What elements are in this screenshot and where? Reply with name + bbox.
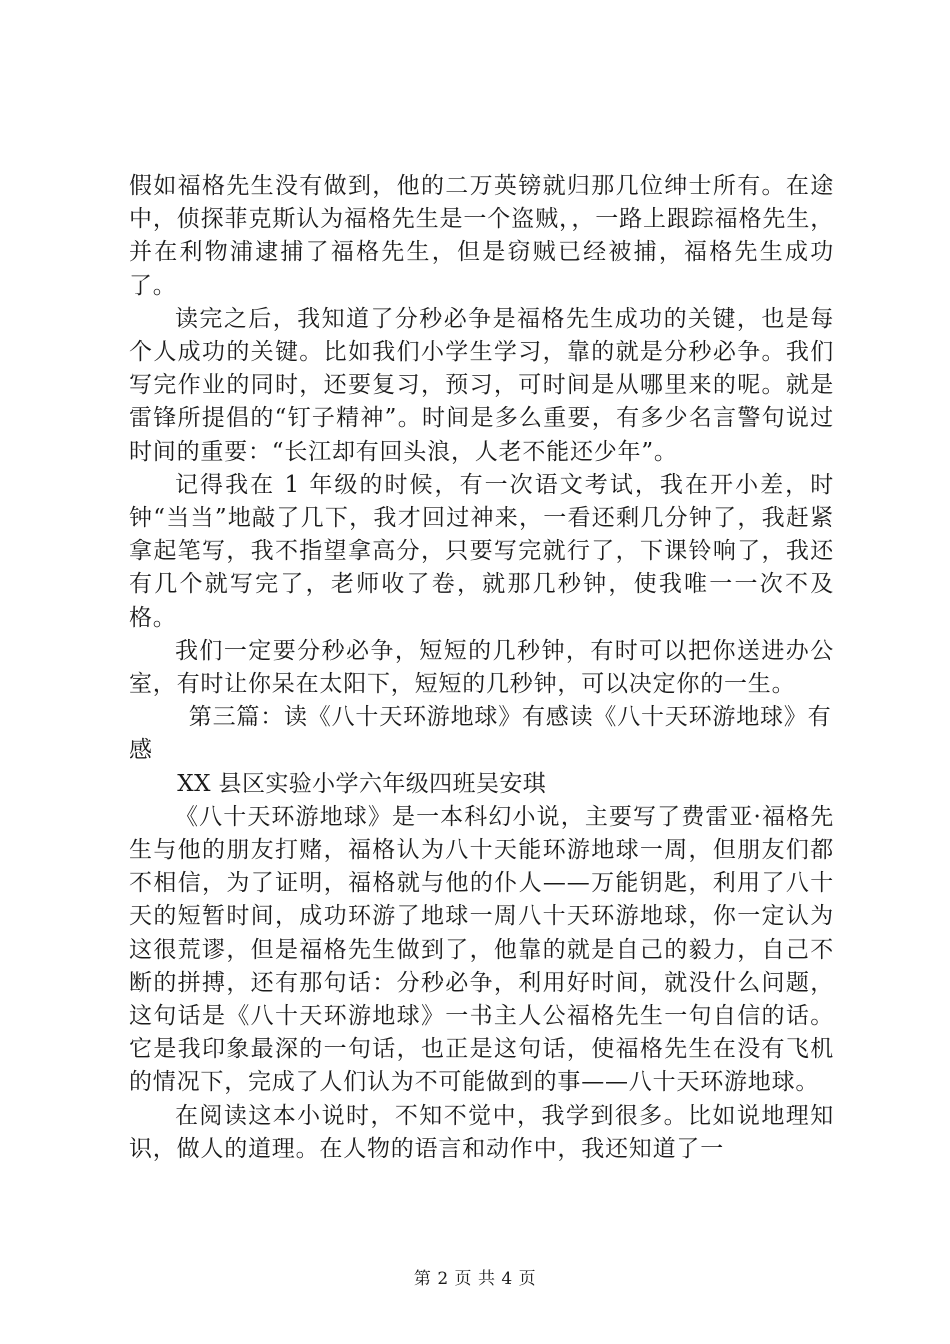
document-body (129, 170, 834, 1166)
page-footer: 第 2 页 共 4 页 (413, 1269, 537, 1289)
paragraph-book-summary: 《八十天环游地球》是一本科幻小说，主要写了费雷亚·福格先生与他的朋友打赌，福格认为八十天能环游地球一周，但朋友们都不相信，为了证明，福格就与他的仆人——万能钥匙，利用了八十天的短暂时间，成功环游了地球一周八十天环游地球，你一定认为这很荒谬，但是福格先生做到了，他靠的就是自己的毅力，自己不断的拼搏，还有那句话：分秒必争，利用好时间，就没什么问题，这句话是《八十天环游地球》一书主人公福格先生一句自信的话。它是我印象最深的一句话，也正是这句话，使福格先生在没有飞机的情况下，完成了人们认为不可能做到的事——八十天环游地球。 (129, 803, 834, 1096)
paragraph-learning: 在阅读这本小说时，不知不觉中，我学到很多。比如说地理知识，做人的道理。在人物的语言和动作中，我还知道了一 (129, 1102, 834, 1162)
paragraph-continuation: 假如福格先生没有做到，他的二万英镑就归那几位绅士所有。在途中，侦探菲克斯认为福格先生是一个盗贼，，一路上跟踪福格先生，并在利物浦逮捕了福格先生，但是窃贼已经被捕，福格先生成功了。 (129, 173, 834, 299)
section-heading: 第三篇：读《八十天环游地球》有感读《八十天环游地球》有感 (129, 704, 832, 764)
paragraph-conclusion: 我们一定要分秒必争，短短的几秒钟，有时可以把你送进办公室，有时让你呆在太阳下，短短的几秒钟，可以决定你的一生。 (129, 637, 834, 698)
author-byline: XX 县区实验小学六年级四班吴安琪 (177, 770, 547, 797)
paragraph-memory: 记得我在 1 年级的时候，有一次语文考试，我在开小差，时钟“当当”地敲了几下，我才回过神来，一看还剩几分钟了，我赶紧拿起笔写，我不指望拿高分，只要写完就行了，下课铃响了，我还有几个就写完了，老师收了卷，就那几秒钟，使我唯一一次不及格。 (129, 471, 834, 631)
paragraph-reflection: 读完之后，我知道了分秒必争是福格先生成功的关键，也是每个人成功的关键。比如我们小学生学习，靠的就是分秒必争。我们写完作业的同时，还要复习，预习，可时间是从哪里来的呢。就是雷锋所提倡的“钉子精神”。时间是多么重要，有多少名言警句说过时间的重要：“长江却有回头浪，人老不能还少年”。 (129, 305, 834, 465)
